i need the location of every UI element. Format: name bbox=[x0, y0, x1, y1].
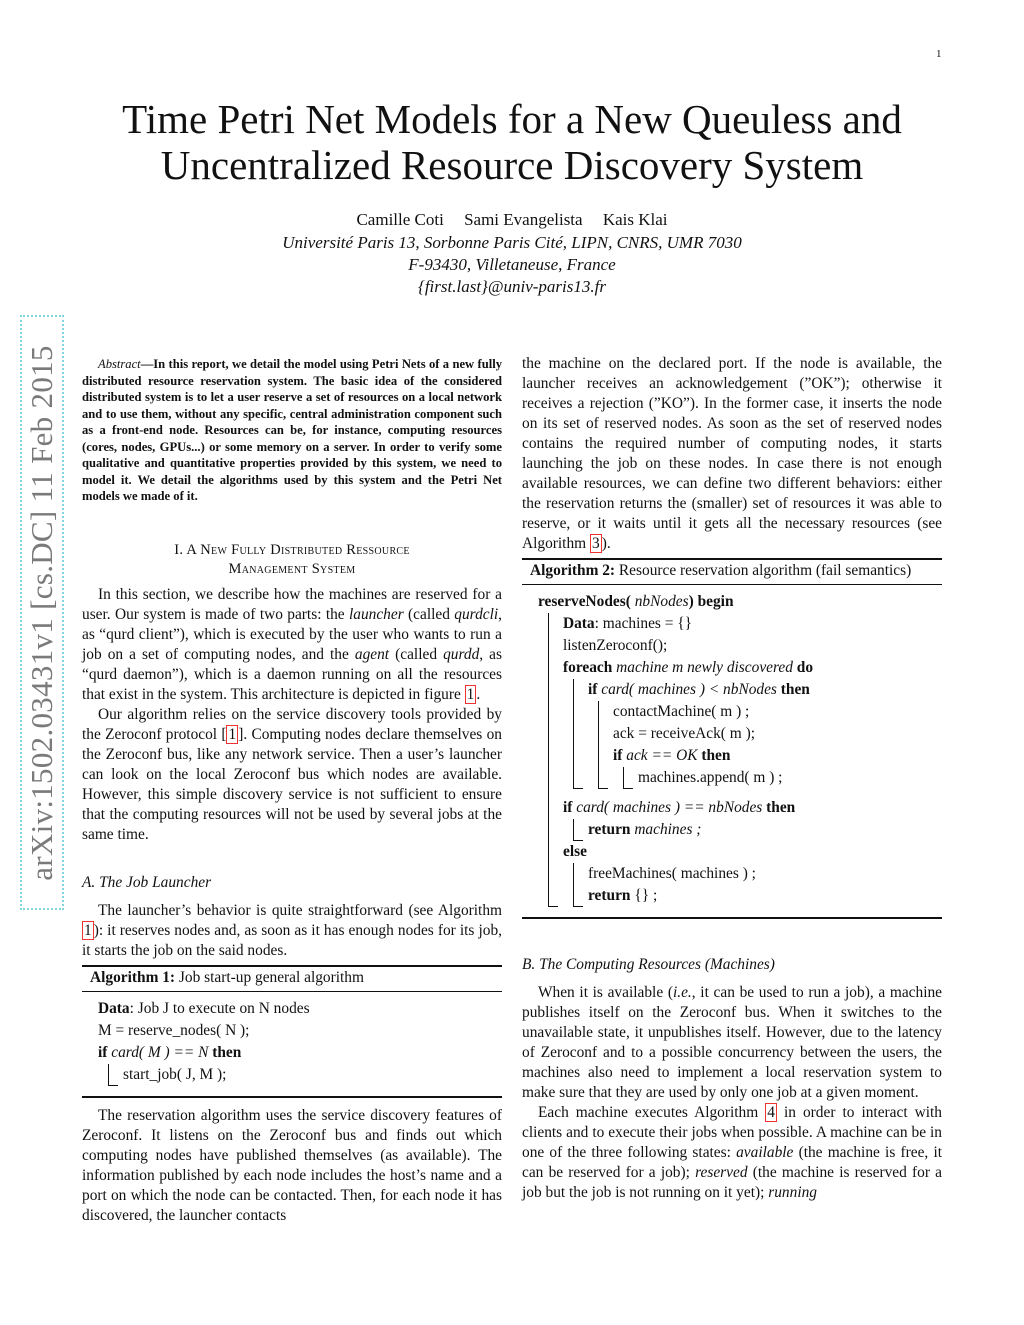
algo-line: freeMachines( machines ) ; bbox=[588, 865, 756, 882]
algo-line: if card( machines ) == nbNodes then bbox=[563, 799, 796, 816]
algo-line: else bbox=[563, 843, 587, 860]
algo-line: foreach machine m newly discovered do bbox=[563, 659, 814, 676]
algo-line: Data: Job J to execute on N nodes bbox=[98, 999, 310, 1017]
page-number: 1 bbox=[936, 48, 942, 60]
algo-line: start_job( J, M ); bbox=[123, 1065, 227, 1083]
algo-line: Data: machines = {} bbox=[563, 615, 693, 632]
affiliation-line-1: Université Paris 13, Sorbonne Paris Cité, LIPN, CNRS, UMR 7030 bbox=[282, 233, 742, 252]
figure-ref-link[interactable]: 1 bbox=[466, 685, 475, 703]
algorithm-body bbox=[522, 585, 942, 907]
paragraph: In this section, we describe how the machines are reserved for a user. Our system is made of two parts: the launcher (called qurdcli, as “qurd client”), which is executed by the user who wants to run a job on a set of computing nodes, and the agent (called qurdd, as “qurd daemon”), which is a daemon running on all the resources that exist in the system. This architecture is depicted in figure 1 . bbox=[82, 585, 503, 703]
paragraph: the machine on the declared port. If the node is available, the launcher receives an acknowledgement (”OK”); otherwise it receives a rejection (”KO”). In the former case, it inserts the node on its set of reserved nodes. As soon as the set of reserved nodes contains the required number of computing nodes, it starts launching the job on these nodes. In case there is not enough available resources, we can define two different behaviors: either the reservation returns the (smaller) set of resources it was able to reserve, or it waits until it gets all the necessary resources (see Algorithm 3 ). bbox=[522, 355, 942, 552]
algorithm-caption: Algorithm 2: Resource reservation algorithm (fail semantics) bbox=[522, 560, 942, 585]
algo-line: return machines ; bbox=[588, 821, 702, 838]
algo-line: if card( M ) == N then bbox=[98, 1043, 242, 1061]
author-1: Camille Coti bbox=[356, 210, 444, 229]
title-line-2: Uncentralized Resource Discovery System bbox=[160, 142, 864, 188]
algo-line: if ack == OK then bbox=[613, 747, 731, 764]
paragraph: The reservation algorithm uses the service discovery features of Zeroconf. It listens on the Zeroconf bus and finds out which computing nodes have published themselves (as available). The information published by each node includes the host’s name and a port on which the node can be contacted. Then, for each node it has discovered, the launcher contacts bbox=[82, 1106, 502, 1224]
algorithm-ref-link[interactable]: 4 bbox=[767, 1104, 775, 1121]
algo-line: ack = receiveAck( m ); bbox=[613, 725, 755, 742]
title-line-1: Time Petri Net Models for a New Queuless and bbox=[122, 96, 902, 142]
algo-line: contactMachine( m ) ; bbox=[613, 703, 750, 720]
affiliation-email: {first.last}@univ-paris13.fr bbox=[418, 277, 606, 296]
algorithm-2-box bbox=[522, 558, 942, 919]
affiliation-line-2: F-93430, Villetaneuse, France bbox=[408, 255, 616, 274]
algorithm-caption: Algorithm 1: Job start-up general algorithm bbox=[82, 967, 502, 992]
subsection-heading: B. The Computing Resources (Machines) bbox=[522, 956, 775, 973]
citation-link[interactable]: 1 bbox=[228, 725, 237, 743]
algorithm-body bbox=[82, 992, 502, 1086]
paragraph: The launcher’s behavior is quite straightforward (see Algorithm 1 ): it reserves nodes and, as soon as it has enough nodes for its job, it starts the job on the said nodes. bbox=[82, 901, 502, 959]
arxiv-sidebar[interactable] bbox=[20, 315, 64, 910]
left-column bbox=[82, 356, 502, 1226]
algo-line: reserveNodes( nbNodes) begin bbox=[538, 593, 734, 610]
algorithm-ref-link[interactable]: 1 bbox=[84, 921, 92, 939]
section-heading-line-2: Management System bbox=[228, 560, 356, 577]
subsection-heading: A. The Job Launcher bbox=[82, 873, 212, 891]
paragraph: When it is available (i.e., it can be used to run a job), a machine publishes itself on the Zeroconf bus. When it switches to the unavailable state, it unpublishes itself. However, due to the latency of Zeroconf and to a possible concurrency between the users, the machines also need to implement a local reservation system to make sure that they are used by only one job at a given moment. bbox=[522, 984, 942, 1101]
section-heading bbox=[82, 541, 502, 579]
author-2: Sami Evangelista bbox=[464, 210, 583, 229]
abstract-label: Abstract bbox=[98, 357, 141, 371]
paragraph: Our algorithm relies on the service discovery tools provided by the Zeroconf protocol [ 1 ]. Computing nodes declare themselves on the Zeroconf bus, like any network service. Then a user’s launcher can look on the local Zeroconf bus which nodes are available. However, this simple discovery service is not sufficient to ensure that the computing resources will not be used by several jobs at the same time. bbox=[82, 705, 502, 843]
algo-block bbox=[548, 613, 926, 907]
algo-line: return {} ; bbox=[588, 887, 658, 904]
algo-block bbox=[573, 863, 926, 907]
algo-line: machines.append( m ) ; bbox=[638, 769, 783, 786]
paper-title bbox=[90, 96, 934, 188]
algo-line: if card( machines ) < nbNodes then bbox=[588, 681, 810, 698]
section-heading-line-1: I. A New Fully Distributed Ressource bbox=[174, 541, 410, 558]
algo-line: M = reserve_nodes( N ); bbox=[98, 1021, 250, 1039]
algo-block bbox=[108, 1064, 486, 1086]
algorithm-ref-link[interactable]: 3 bbox=[591, 535, 600, 552]
abstract bbox=[82, 356, 502, 505]
algorithm-1-box bbox=[82, 965, 502, 1098]
right-column bbox=[522, 354, 942, 1203]
algo-block bbox=[623, 767, 926, 789]
paragraph: Each machine executes Algorithm 4 in order to interact with clients and to execute their jobs when possible. A machine can be in one of the three following states: available (the machine is free, it can be reserved for a job); reserved (the machine is reserved for a job but the job is not running on it yet); running bbox=[522, 1104, 943, 1201]
algo-block bbox=[573, 819, 926, 841]
arxiv-identifier: arXiv:1502.03431v1 [cs.DC] 11 Feb 2015 bbox=[24, 344, 59, 881]
algo-block bbox=[573, 679, 926, 789]
algo-block bbox=[598, 701, 926, 789]
author-list bbox=[90, 210, 934, 230]
author-3: Kais Klai bbox=[602, 210, 668, 229]
algo-line: listenZeroconf(); bbox=[563, 637, 668, 654]
abstract-text: —In this report, we detail the model using Petri Nets of a new fully distributed resource reservation system. The basic idea of the considered distributed system is to let a user reserve a set of resources on a local network and to use them, without any specific, central administration component such as a front-end node. Resources can be, for instance, computing resources (cores, nodes, GPUs...) or some memory on a server. In order to verify some qualitative and quantitative properties provided by this system, we need to model it. We detail the algorithms used by this system and the Petri Net models we made of it. bbox=[82, 357, 502, 503]
